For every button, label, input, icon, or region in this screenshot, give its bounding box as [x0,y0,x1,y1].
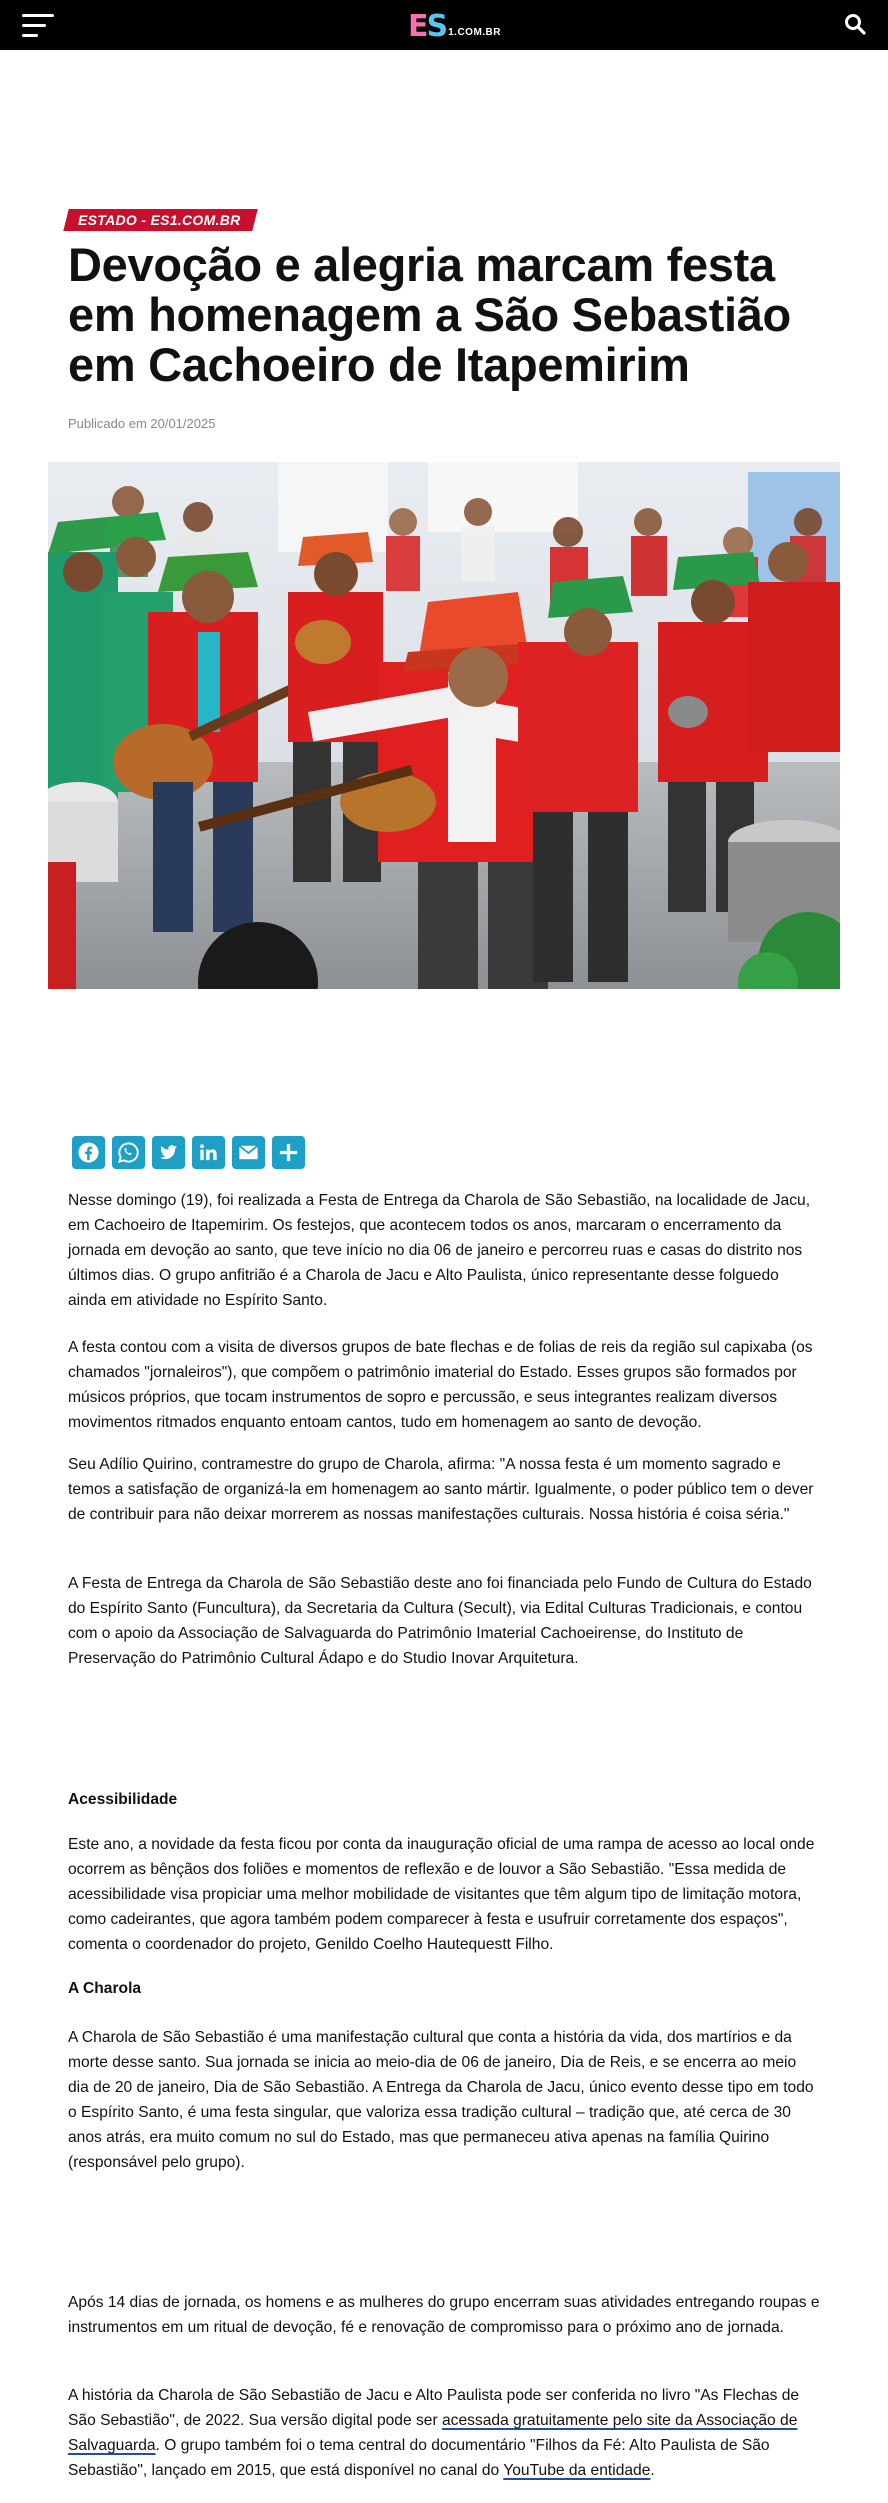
article-title: Devoção e alegria marcam festa em homenagem a São Sebastião em Cachoeiro de Itapemirim [68,238,791,391]
site-logo[interactable] [408,8,501,42]
email-icon[interactable] [232,1136,265,1169]
linkedin-icon[interactable] [192,1136,225,1169]
logo-mark: ES [408,9,447,44]
article-paragraph: A festa contou com a visita de diversos grupos de bate flechas e de folias de reis da região sul capixaba (os chamados "jornaleiros"), que compõem o patrimônio imaterial do Estado. Esses grupos são formados por músicos próprios, que tocam instrumentos de sopro e percussão, e seus integrantes realizam diversos movimentos ritmados enquanto entoam cantos, tudo em homenagem ao santo de devoção. [68,1339,813,1431]
published-date: Publicado em 20/01/2025 [68,416,216,431]
youtube-channel-link[interactable]: YouTube da entidade [503,2462,651,2479]
section-heading-charola: A Charola [68,1980,142,1997]
article-paragraph-final [68,2383,820,2483]
text-fragment: . O grupo também foi o tema central do documentário "Filhos da Fé: Alto Paulista de São Sebastião", lançado em 2015, que está disponível no canal do [68,2437,770,2479]
article-paragraph: Nesse domingo (19), foi realizada a Festa de Entrega da Charola de São Sebastião, na localidade de Jacu, em Cachoeiro de Itapemirim. Os festejos, que acontecem todos os anos, marcaram o encerramento da jornada em devoção ao santo, que teve início no dia 06 de janeiro e percorreu ruas e casas do distrito nos últimos dias. O grupo anfitrião é a Charola de Jacu e Alto Paulista, único representante desse folguedo ainda em atividade no Espírito Santo. [68,1192,811,1309]
article-paragraph: Seu Adílio Quirino, contramestre do grupo de Charola, afirma: "A nossa festa é um momento sagrado e temos a satisfação de organizá-la em homenagem ao santo mártir. Igualmente, o poder público tem o dever de contribuir para não deixar morrerem as nossas manifestações culturais. Nossa história é coisa séria." [68,1456,814,1523]
association-site-link[interactable]: acessada gratuitamente pelo site da Associação de Salvaguarda [68,2412,798,2454]
article-paragraph: A Festa de Entrega da Charola de São Sebastião deste ano foi financiada pelo Fundo de Cultura do Estado do Espírito Santo (Funcultura), da Secretaria da Cultura (Secult), via Edital Culturas Tradicionais, e contou com o apoio da Associação de Salvaguarda do Patrimônio Imaterial Cachoeirense, do Instituto de Preservação do Patrimônio Cultural Ádapo e do Studio Inovar Arquitetura. [68,1575,812,1667]
facebook-icon[interactable] [72,1136,105,1169]
article-hero-image[interactable] [48,462,840,989]
section-heading-accessibility: Acessibilidade [68,1791,178,1808]
share-buttons [72,1136,305,1169]
top-navigation-bar [0,0,888,50]
logo-domain: 1.COM.BR [448,27,502,38]
menu-icon[interactable] [22,14,56,38]
category-label: ESTADO - ES1.COM.BR [78,212,241,228]
whatsapp-icon[interactable] [112,1136,145,1169]
twitter-icon[interactable] [152,1136,185,1169]
share-icon[interactable] [272,1136,305,1169]
article-paragraph: A Charola de São Sebastião é uma manifestação cultural que conta a história da vida, dos martírios e da morte desse santo. Sua jornada se inicia ao meio-dia de 06 de janeiro, Dia de Reis, e se encerra ao meio dia de 20 de janeiro, Dia de São Sebastião. A Entrega da Charola de Jacu, único evento desse tipo em todo o Espírito Santo, é uma festa singular, que valoriza essa tradição cultural – tradição que, até cerca de 30 anos atrás, era muito comum no sul do Estado, mas que permaneceu ativa apenas na família Quirino (responsável pelo grupo). [68,2029,814,2171]
text-fragment: . [650,2462,655,2479]
category-badge[interactable] [63,209,257,231]
article-paragraph: Após 14 dias de jornada, os homens e as mulheres do grupo encerram suas atividades entregando roupas e instrumentos em um ritual de devoção, fé e renovação de compromisso para o próximo ano de jornada. [68,2294,820,2336]
search-icon[interactable] [844,13,866,35]
article-paragraph: Este ano, a novidade da festa ficou por conta da inauguração oficial de uma rampa de acesso ao local onde ocorrem as bênçãos dos foliões e momentos de reflexão e de louvor a São Sebastião. "Essa medida de acessibilidade visa propiciar uma melhor mobilidade de visitantes que têm algum tipo de limitação motora, como cadeirantes, que agora também podem comparecer à festa e usufruir corretamente dos espaços", comenta o coordenador do projeto, Genildo Coelho Hautequestt Filho. [68,1836,815,1953]
text-fragment: A história da Charola de São Sebastião de Jacu e Alto Paulista pode ser conferida no livro "As Flechas de São Sebastião", de 2022. Sua versão digital pode ser [68,2387,800,2429]
